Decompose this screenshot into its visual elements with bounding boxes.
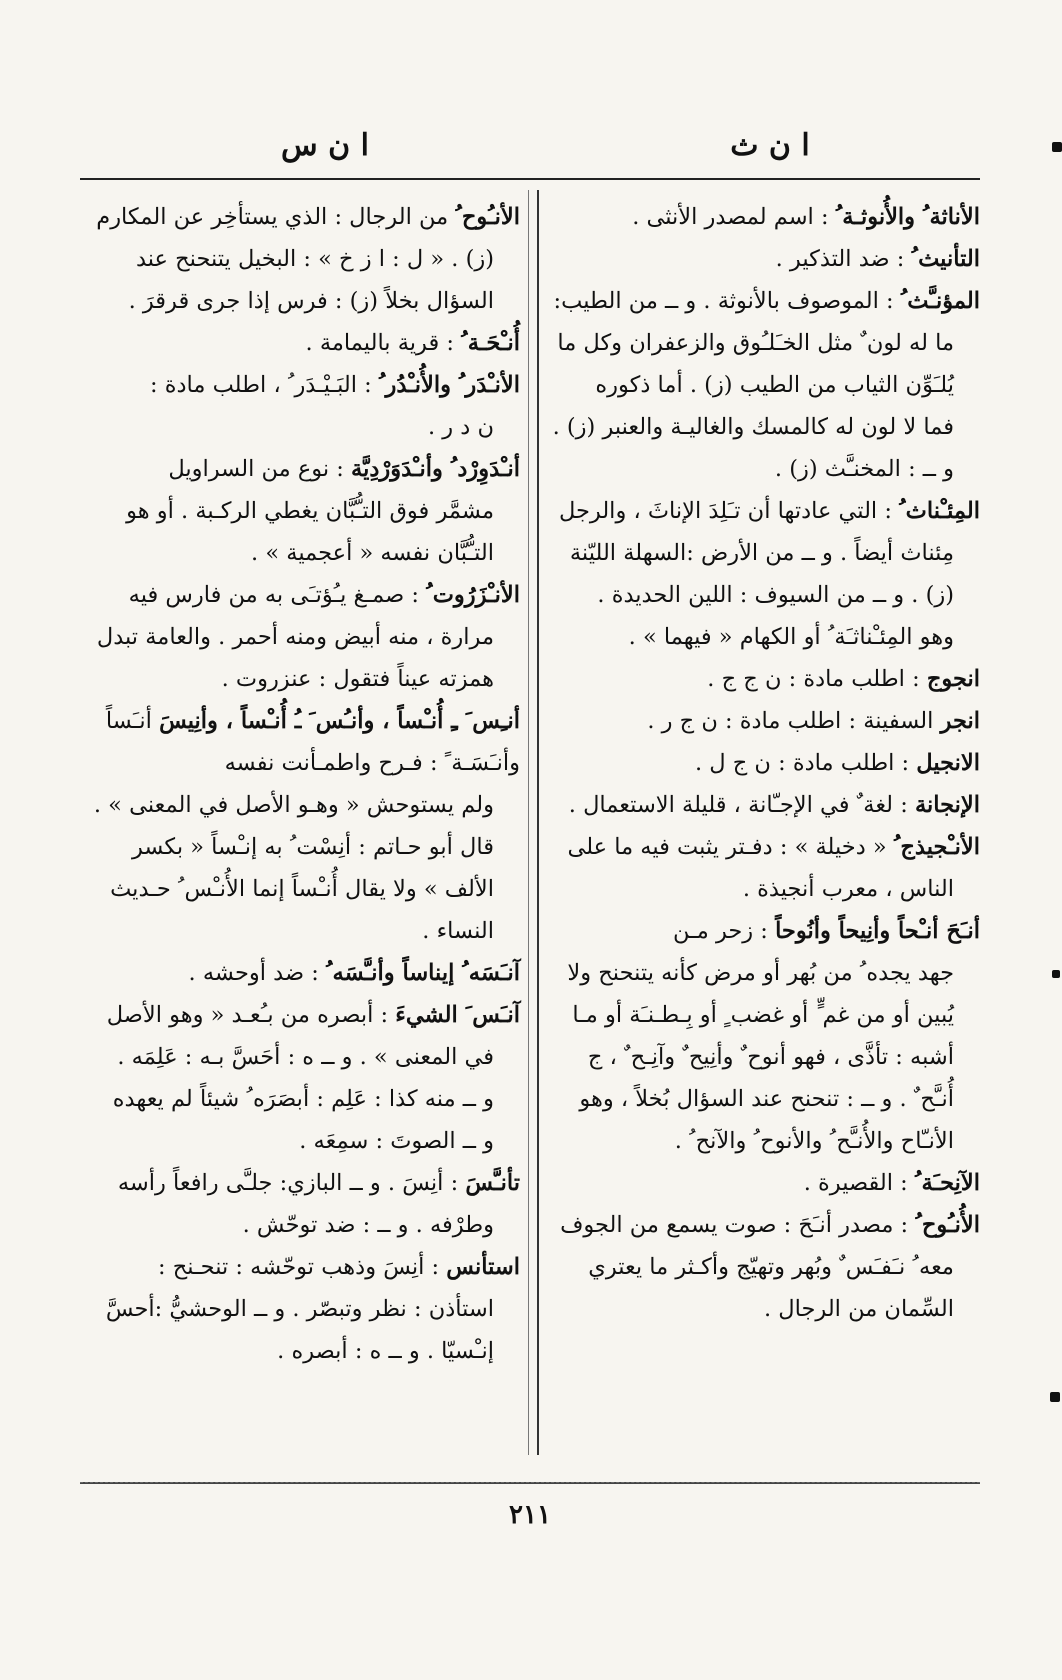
left-column xyxy=(82,196,520,1372)
entry-definition: : نوع من السراويل xyxy=(168,456,344,482)
dictionary-entry xyxy=(82,994,520,1162)
page-number: ٢١١ xyxy=(509,1500,551,1530)
entry-first-line xyxy=(82,1246,520,1288)
dictionary-entry xyxy=(548,700,980,742)
entry-continuation-line: السؤال بخلاً (ز) : فرس إذا جرى قرقرَ . xyxy=(128,288,494,314)
dictionary-entry xyxy=(548,826,980,910)
entry-first-line xyxy=(548,280,980,322)
entry-continuation-line: و ــ : المخنـَّث (ز) . xyxy=(774,456,954,482)
entry-definition: : مصدر أنـَحَ : صوت يسمع من الجوف xyxy=(560,1212,909,1238)
entry-continuation-line: وهو المِئـْناثـَة ُ أو الكهام « فيهما » . xyxy=(628,624,954,650)
entry-headword: المِئـْناث ُ xyxy=(899,498,980,524)
entry-first-line xyxy=(82,448,520,490)
entry-definition: : ضد التذكير . xyxy=(775,246,905,272)
entry-first-line xyxy=(548,238,980,280)
entry-definition: : أنِسَ . و ــ البازي: جلـَّى رافعاً رأسه xyxy=(117,1170,459,1196)
column-divider-inner xyxy=(528,190,529,1455)
entry-first-line xyxy=(548,826,980,868)
entry-definition: : اطلب مادة : ن ج ل . xyxy=(694,750,910,776)
entry-definition: : أنِسَ وذهب توحّشه : تنحـنح : xyxy=(158,1254,440,1280)
entry-headword: الأنـُوح ُ xyxy=(455,204,520,230)
dictionary-entry xyxy=(548,658,980,700)
entry-continuation-line: و ــ الصوتَ : سمِعَه . xyxy=(299,1128,494,1154)
entry-headword: تأنـَّسَ xyxy=(465,1170,520,1196)
entry-headword: آنـَسَه ُ إيناساً وأنـَّسَه ُ xyxy=(325,960,520,986)
dictionary-entry xyxy=(548,490,980,658)
entry-continuation-line: أشبه : تأذَّى ، فهو أنوح ٌ وأنِيح ٌ وآنِـح ٌ ، ج xyxy=(587,1044,954,1070)
entry-headword: آنـَس َ الشيءَ xyxy=(395,1002,520,1028)
entry-continuation-line: قال أبو حـاتم : أنِسْت ُ به إنـْساً « بكسر xyxy=(131,834,494,860)
entry-first-line xyxy=(548,1204,980,1246)
entry-continuation-line: جهد يجده ُ من بُهر أو مرض كأنه يتنحنح ولا xyxy=(567,960,954,986)
entry-definition: أنـَساً وأنـَسَـة ً : فـرح واطمـأنت نفسه xyxy=(105,708,520,776)
entry-first-line xyxy=(82,196,520,238)
entry-definition: : قرية باليمامة . xyxy=(305,330,454,356)
dictionary-entry xyxy=(82,322,520,364)
entry-definition: : صمـغ يـُؤتـَى به من فارس فيه xyxy=(128,582,419,608)
entry-definition: : البَـيْـدَر ُ ، اطلب مادة : xyxy=(149,372,372,398)
entry-headword: الأنـْدَر ُ والأُنـْدُر ُ xyxy=(378,372,520,398)
entry-definition: : اسم لمصدر الأنثى . xyxy=(632,204,829,230)
entry-first-line xyxy=(548,784,980,826)
margin-mark xyxy=(1050,1392,1060,1402)
entry-first-line xyxy=(548,910,980,952)
entry-definition: : لغة ٌ في الإجـّانة ، قليلة الاستعمال . xyxy=(568,792,908,818)
entry-headword: أنـِس َ ـِ أُنـْساً ، وأنـُس َ ـُ أُنـْساً ، وأنِيسَ xyxy=(159,708,520,734)
entry-headword: أُنـْحَـة ُ xyxy=(461,330,520,356)
entry-continuation-line: إنـْسيّا . و ــ ه : أبصره . xyxy=(277,1338,494,1364)
entry-headword: الانجيل xyxy=(916,750,980,776)
entry-continuation-line: مِئناث أيضاً . و ــ من الأرض :السهلة الليّنة xyxy=(569,540,954,566)
dictionary-entry xyxy=(548,280,980,490)
entry-headword: التأنيث ُ xyxy=(911,246,980,272)
dictionary-entry xyxy=(548,196,980,238)
entry-definition: : اطلب مادة : ن ج ج . xyxy=(707,666,920,692)
entry-continuation-line: همزته عيناً فتقول : عنزروت . xyxy=(221,666,494,692)
entry-first-line xyxy=(82,574,520,616)
footer-rule xyxy=(80,1482,980,1484)
dictionary-entry xyxy=(82,364,520,448)
entry-continuation-line: التـُّبَّان نفسه « أعجمية » . xyxy=(251,540,494,566)
entry-continuation-line: في المعنى » . و ــ ه : أحَسَّ بـه : عَلِمَه . xyxy=(117,1044,494,1070)
entry-continuation-line: استأذن : نظر وتبصّر . و ــ الوحشيُّ :أحسَّ xyxy=(105,1296,494,1322)
dictionary-entry xyxy=(82,1246,520,1372)
entry-first-line xyxy=(82,994,520,1036)
entry-headword: الأنـْزَرُوت ُ xyxy=(426,582,520,608)
entry-first-line xyxy=(548,1162,980,1204)
root-header-right: ا ن ث xyxy=(730,128,810,163)
dictionary-entry xyxy=(548,1162,980,1204)
entry-first-line xyxy=(82,700,520,784)
dictionary-entry xyxy=(82,952,520,994)
entry-definition: السفينة : اطلب مادة : ن ج ر . xyxy=(647,708,934,734)
entry-definition: : ضد أوحشه . xyxy=(188,960,319,986)
entry-continuation-line: (ز) . « ل : ا ز خ » : البخيل يتنحنح عند xyxy=(135,246,494,272)
entry-headword: الأنـْجيذج ُ xyxy=(893,834,980,860)
entry-continuation-line: فما لا لون له كالمسك والغاليـة والعنبر (ز) . xyxy=(552,414,954,440)
entry-definition: : أبصره من بـُعـد « وهو الأصل xyxy=(106,1002,389,1028)
dictionary-entry xyxy=(82,448,520,574)
dictionary-entry xyxy=(548,784,980,826)
entry-definition: : التي عادتها أن تـَلِدَ الإناثَ ، والرجل xyxy=(558,498,892,524)
dictionary-entry xyxy=(82,1162,520,1246)
entry-continuation-line: مشمَّر فوق التـُّبَّان يغطي الركـبة . أو هو xyxy=(126,498,494,524)
dictionary-entry xyxy=(548,910,980,1162)
entry-continuation-line: و ــ منه كذا : عَلِم : أبصَرَه ُ شيئاً لم يعهده xyxy=(112,1086,494,1112)
entry-definition: « دخيلة » : دفـتر يثبت فيه ما على xyxy=(567,834,887,860)
entry-definition: من الرجال : الذي يستأخِر عن المكارم xyxy=(96,204,449,230)
entry-headword: الآنِحـَة ُ xyxy=(914,1170,980,1196)
entry-continuation-line: الألف » ولا يقال أُنـْساً إنما الأُنـْس ُ حـديث xyxy=(110,876,494,902)
entry-headword: انجوج xyxy=(926,666,980,692)
entry-headword: المؤنـَّث ُ xyxy=(900,288,980,314)
entry-headword: أنـْدَوِرْد ُ وأنـْدَوَرْدِيَّة xyxy=(351,456,520,482)
entry-first-line xyxy=(548,490,980,532)
entry-first-line xyxy=(82,1162,520,1204)
entry-first-line xyxy=(82,364,520,406)
root-header-left: ا ن س xyxy=(281,128,369,163)
entry-first-line xyxy=(82,322,520,364)
entry-headword: الإنجانة xyxy=(914,792,980,818)
entry-continuation-line: وطرْفه . و ــ : ضد توحّش . xyxy=(242,1212,494,1238)
entry-continuation-line: النساء . xyxy=(422,918,494,944)
dictionary-entry xyxy=(548,1204,980,1330)
entry-definition: : القصيرة . xyxy=(803,1170,908,1196)
entry-first-line xyxy=(548,742,980,784)
entry-headword: الأناثة ُ والأُنوثـة ُ xyxy=(835,204,980,230)
entry-continuation-line: الأنـّاح والأُنـَّح ُ والأنوح ُ والآنح ُ . xyxy=(674,1128,954,1154)
entry-first-line xyxy=(82,952,520,994)
entry-continuation-line: ن د ر . xyxy=(427,414,494,440)
entry-continuation-line: أُنـَّح ٌ . و ــ : تنحنح عند السؤال بُخلاً ، وهو xyxy=(579,1086,954,1112)
header-rule xyxy=(80,178,980,180)
entry-continuation-line: معه ُ نـَفـَس ٌ وبُهر وتهيّج وأكـثر ما يعتري xyxy=(588,1254,954,1280)
entry-first-line xyxy=(548,658,980,700)
dictionary-entry xyxy=(548,742,980,784)
dictionary-entry xyxy=(82,196,520,322)
entry-headword: أنـَحَ أنـْحاً وأنِيحاً وأنُوحاً xyxy=(775,918,980,944)
dictionary-entry xyxy=(82,574,520,700)
entry-definition: : الموصوف بالأنوثة . و ــ من الطيب: xyxy=(553,288,894,314)
entry-continuation-line: مرارة ، منه أبيض ومنه أحمر . والعامة تبدل xyxy=(96,624,494,650)
entry-first-line xyxy=(548,700,980,742)
entry-definition: : زحر مـن xyxy=(673,918,768,944)
entry-continuation-line: الناس ، معرب أنجيذة . xyxy=(742,876,954,902)
entry-continuation-line: السِّمان من الرجال . xyxy=(764,1296,954,1322)
right-column xyxy=(548,196,980,1330)
margin-mark xyxy=(1052,970,1060,978)
entry-continuation-line: ولم يستوحش « وهـو الأصل في المعنى » . xyxy=(93,792,494,818)
entry-headword: الأُنـُوح ُ xyxy=(915,1212,980,1238)
margin-mark xyxy=(1052,142,1062,152)
entry-first-line xyxy=(548,196,980,238)
entry-headword: استأنس xyxy=(446,1254,520,1280)
entry-continuation-line: يُبين أو من غم ٍّ أو غضب ٍ أو بِـطـنـَة أو مـا xyxy=(572,1002,954,1028)
column-divider xyxy=(537,190,539,1455)
dictionary-entry xyxy=(548,238,980,280)
entry-headword: انجر xyxy=(940,708,980,734)
dictionary-entry xyxy=(82,700,520,952)
entry-continuation-line: (ز) . و ــ من السيوف : اللين الحديدة . xyxy=(597,582,954,608)
entry-continuation-line: يُلـَوِّن الثياب من الطيب (ز) . أما ذكوره xyxy=(595,372,954,398)
entry-continuation-line: ما له لون ٌ مثل الخـَلـُوق والزعفران وكل ما xyxy=(557,330,954,356)
